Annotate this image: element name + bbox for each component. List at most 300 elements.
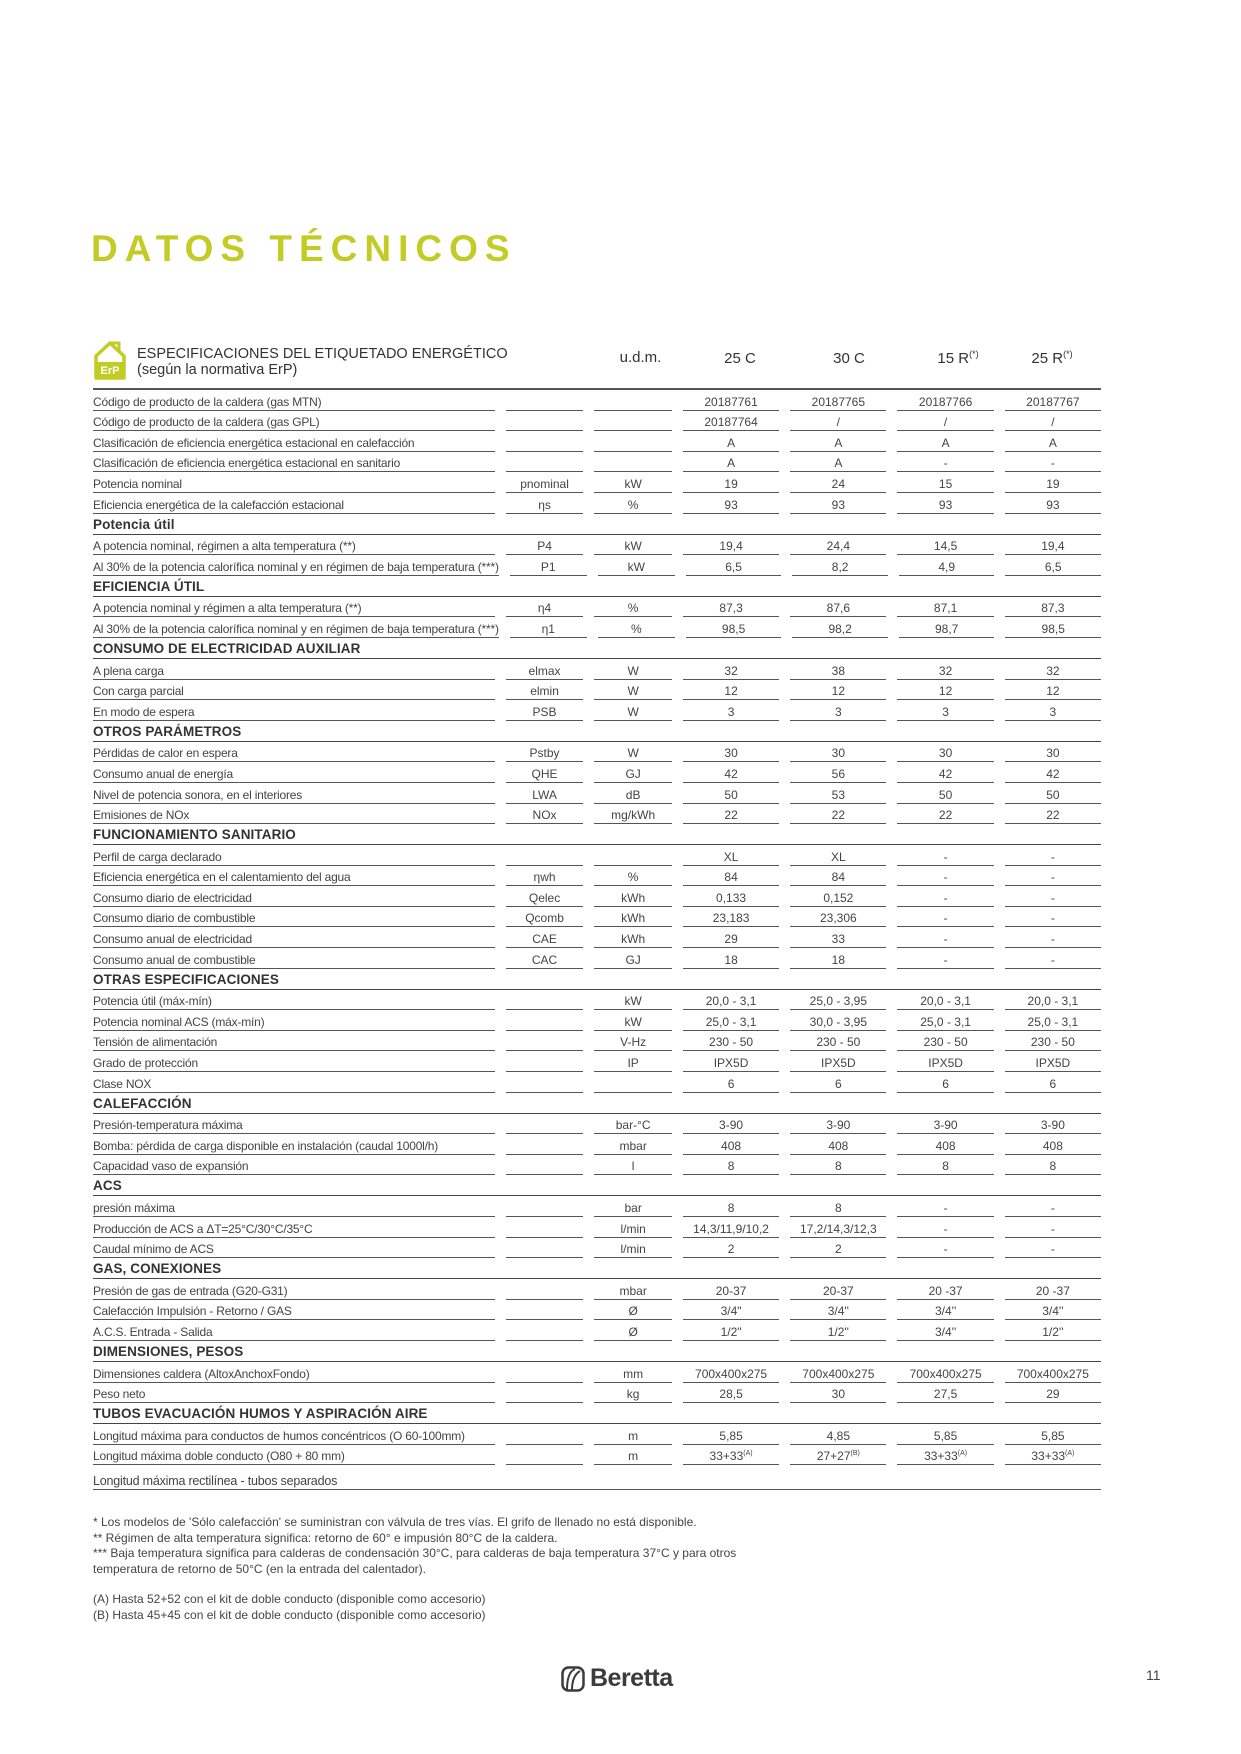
value-text: 25,0 - 3,1 [705,1014,757,1029]
value-text: - [943,1201,948,1215]
row-value [1005,1077,1101,1093]
row-value [1005,911,1101,927]
value-text: 6 [727,1076,735,1091]
row-value [897,767,993,783]
row-label: Eficiencia energética de la calefacción estacional [93,498,495,514]
value-text: IPX5D [928,1056,963,1071]
row-value [1005,560,1101,576]
row-value [1005,1139,1101,1155]
row-unit: l/min [594,1222,672,1238]
row-value [683,705,779,721]
row-value [683,891,779,907]
row-value [683,664,779,680]
row-label: A potencia nominal, régimen a alta temperatura (**) [93,539,495,555]
row-value [683,932,779,948]
value-text: 30 [938,746,953,761]
row-label: Producción de ACS a ΔT=25°C/30°C/35°C [93,1222,495,1238]
row-symbol: pnominal [506,477,584,493]
row-unit: kW [594,539,672,555]
row-value [683,808,779,824]
row-symbol [506,1029,584,1031]
value-text: 25,0 - 3,1 [1027,1014,1079,1029]
value-text: 33+33 [709,1449,744,1464]
value-text: IPX5D [1035,1056,1071,1071]
row-label: Eficiencia energética en el calentamiento del agua [93,870,495,886]
row-value [1005,395,1101,411]
row-label: Consumo anual de electricidad [93,932,495,948]
row-value [897,788,993,804]
row-value [686,560,782,576]
header-udm: u.d.m. [619,349,662,366]
row-symbol [506,1318,584,1320]
value-text: 230 - 50 [1030,1035,1075,1050]
row-unit: % [594,601,672,617]
row-label: Con carga parcial [93,684,495,700]
footnote: temperatura de retorno de 50°C (en la entrada del calentador). [93,1561,426,1576]
row-value [1005,1387,1101,1403]
row-label: Tensión de alimentación [93,1035,495,1051]
table-row [93,948,1101,969]
row-value [683,415,779,431]
value-text: 230 - 50 [709,1035,754,1050]
row-value [683,870,779,886]
value-text: 20-37 [715,1283,747,1298]
footnotes [93,1515,736,1623]
value-text: 20,0 - 3,1 [920,994,971,1009]
table-row [93,535,1101,556]
row-value [790,1367,886,1383]
row-label: Clasificación de eficiencia energética estacional en sanitario [93,456,495,472]
value-text: 33 [831,932,846,947]
value-text: 8 [834,1201,842,1215]
value-text: 23,306 [819,911,857,926]
row-value [1005,1447,1101,1465]
value-text: 42 [938,766,953,781]
row-value [897,870,993,886]
value-text: 20 -37 [1035,1283,1070,1298]
row-value [683,1139,779,1155]
value-text: 22 [831,808,846,823]
row-label: A plena carga [93,664,495,680]
row-symbol [506,1401,584,1403]
value-text: 87,3 [719,601,743,616]
value-text: 30 [831,746,846,761]
value-text: 2 [834,1242,842,1257]
row-value [683,436,779,452]
section-title: CALEFACCIÓN [93,1095,192,1111]
row-value [790,1447,886,1465]
value-text: XL [830,849,846,864]
row-unit: kW [594,1015,672,1031]
row-value [790,1035,886,1051]
value-text: - [1050,1221,1055,1236]
table-row [93,597,1101,618]
value-text: 42 [1046,766,1060,781]
row-label: Bomba: pérdida de carga disponible en instalación (caudal 1000l/h) [93,1139,495,1155]
value-text: 6 [942,1076,949,1091]
footnote: ** Régimen de alta temperatura significa: retorno de 60° e impusión 80°C de la caldera. [93,1530,558,1545]
row-unit [594,409,672,411]
row-label: Consumo diario de electricidad [93,891,495,907]
table-row [93,700,1101,721]
row-label: Longitud máxima doble conducto (O80 + 80 mm) [93,1449,495,1465]
section-header [93,824,1101,845]
row-symbol: NOx [506,808,584,824]
value-text: 1/2'' [827,1324,849,1339]
value-text: IPX5D [713,1056,749,1071]
row-value [897,1304,993,1320]
row-value [683,850,779,866]
row-symbol: elmax [506,664,584,680]
row-value [897,1284,993,1300]
table-row [93,1279,1101,1300]
row-value [683,456,779,472]
section-title: FUNCIONAMIENTO SANITARIO [93,827,296,843]
row-value [1005,1201,1101,1217]
row-symbol: ηwh [506,870,584,886]
row-unit: % [598,622,675,638]
value-text: 408 [935,1138,956,1153]
value-text: 32 [724,663,738,678]
value-text: 3/4'' [934,1324,957,1339]
row-value [897,891,993,907]
row-unit: kW [594,994,672,1010]
row-value [897,911,993,927]
row-value [683,1304,779,1320]
row-value [683,1242,779,1258]
row-label: Grado de protección [93,1056,495,1072]
row-value [897,477,993,493]
value-text: 20,0 - 3,1 [705,994,757,1009]
row-value [897,1387,993,1403]
value-note: (A) [743,1450,753,1458]
row-label: Nivel de potencia sonora, en el interiores [93,788,495,804]
row-unit: % [594,870,672,886]
table-row [93,1051,1101,1072]
table-row [93,1114,1101,1135]
table-row [93,990,1101,1011]
row-value [683,788,779,804]
table-row [93,845,1101,866]
row-symbol [506,1215,584,1217]
value-text: - [943,911,948,926]
row-unit: kW [598,560,675,576]
value-text: - [1050,911,1055,926]
row-symbol: Qelec [506,891,584,907]
row-value [683,1201,779,1217]
row-value [1005,622,1101,638]
row-unit: m [594,1429,672,1445]
table-row [93,1320,1101,1341]
value-text: A [1048,435,1057,450]
row-value [899,622,995,638]
value-text: 8 [834,1159,842,1174]
row-value [683,1325,779,1341]
row-label: Clasificación de eficiencia energética estacional en calefacción [93,436,495,452]
value-text: 6 [834,1076,842,1091]
row-unit [594,1091,672,1093]
row-value [790,456,886,472]
row-value [897,850,993,866]
value-text: 18 [724,952,738,967]
value-text: 98,5 [1041,621,1065,636]
section-header [93,1341,1101,1362]
value-text: 53 [831,787,846,802]
row-value [790,767,886,783]
value-text: 33+33 [924,1449,958,1464]
row-label: Emisiones de NOx [93,808,495,824]
row-value [790,1139,886,1155]
value-text: 93 [831,497,846,512]
table-row [93,907,1101,928]
row-value [683,1447,779,1465]
value-text: 22 [1046,808,1060,823]
row-symbol [506,1008,584,1010]
table-row [93,1445,1101,1466]
row-unit: mbar [594,1139,672,1155]
row-value [683,1284,779,1300]
header-model: 30 C [833,350,865,367]
row-value [790,808,886,824]
section-header [93,1258,1101,1279]
row-value [790,746,886,762]
table-row [93,1134,1101,1155]
row-value [683,498,779,514]
value-text: 20187765 [811,394,866,409]
header-model: 25 C [724,350,756,367]
value-text: - [1050,456,1055,471]
row-label: A.C.S. Entrada - Salida [93,1325,495,1341]
value-text: 0,152 [823,890,854,905]
value-text: XL [723,849,739,864]
value-note: (B) [850,1450,860,1458]
row-symbol [506,1173,584,1175]
value-text: 30 [1046,746,1060,761]
value-text: 50 [724,787,738,802]
row-value [897,1056,993,1072]
row-value [790,953,886,969]
value-text: 8 [727,1159,735,1174]
row-value [683,1056,779,1072]
row-value [683,767,779,783]
value-text: 8 [1049,1159,1057,1174]
row-value [790,1325,886,1341]
value-text: 12 [1046,684,1060,699]
value-text: 32 [938,663,953,678]
value-text: 6 [1049,1076,1057,1091]
table-row [93,431,1101,452]
row-value [1005,1222,1101,1238]
row-value [790,911,886,927]
row-value [897,539,993,555]
row-value [1005,932,1101,948]
row-label: Potencia útil (máx-mín) [93,994,495,1010]
value-text: 20187766 [918,394,973,409]
row-value [1005,953,1101,969]
value-text: - [943,952,948,967]
row-symbol [506,1256,584,1258]
row-label: Consumo anual de energía [93,767,495,783]
value-text: - [943,1221,948,1236]
value-text: - [1050,890,1055,905]
value-text: 3/4'' [827,1304,849,1319]
value-text: 84 [831,870,846,885]
row-value [1005,1325,1101,1341]
value-text: - [943,890,948,905]
row-symbol [506,1153,584,1155]
row-label: Al 30% de la potencia calorífica nominal y en régimen de baja temperatura (***) [93,559,499,574]
value-text: 93 [938,497,953,512]
row-unit: W [594,664,672,680]
row-symbol [506,1339,584,1341]
table-row [93,1010,1101,1031]
section-header [93,1093,1101,1114]
row-value [790,1242,886,1258]
value-text: A [727,435,736,450]
row-value [683,994,779,1010]
row-symbol: CAE [506,932,584,948]
row-symbol [506,1236,584,1238]
row-value [790,932,886,948]
row-value [790,436,886,452]
row-symbol [506,864,584,866]
row-value [683,1118,779,1134]
row-unit: V-Hz [594,1035,672,1051]
row-label: Longitud máxima rectilínea - tubos separados [93,1474,338,1489]
row-label: Código de producto de la caldera (gas GPL) [93,415,495,431]
row-value [1005,705,1101,721]
row-value [897,684,993,700]
value-text: 3/4'' [934,1304,957,1319]
row-value [790,498,886,514]
row-value [792,622,888,638]
row-value [897,705,993,721]
row-value [897,932,993,948]
row-value [790,1284,886,1300]
value-text: 1/2" [720,1324,742,1339]
value-text: 408 [1042,1138,1063,1153]
row-value [683,1077,779,1093]
section-title: ACS [93,1178,122,1194]
row-unit: m [594,1449,672,1465]
value-text: 230 - 50 [816,1035,861,1050]
value-text: 87,1 [933,601,958,616]
footnote: * Los modelos de 'Sólo calefacción' se suministran con válvula de tres vías. El grifo de llenado no está disponible. [93,1515,697,1529]
row-symbol [506,1049,584,1051]
row-value [683,539,779,555]
value-text: 3/4" [720,1304,742,1319]
row-value [897,1429,993,1445]
row-label: Caudal mínimo de ACS [93,1242,495,1258]
value-text: 4,85 [826,1428,851,1443]
value-text: - [1050,952,1055,967]
row-value [1005,1242,1101,1258]
row-label: Presión-temperatura máxima [93,1118,495,1134]
section-header [93,1175,1101,1196]
row-value [1005,1118,1101,1134]
value-text: 27+27 [816,1449,851,1464]
row-symbol: LWA [506,788,584,804]
row-value [1005,1429,1101,1445]
value-text: 30 [724,746,738,761]
row-label: A potencia nominal y régimen a alta temperatura (**) [93,601,495,617]
value-text: 230 - 50 [923,1035,968,1050]
row-value [1005,1015,1101,1031]
value-text: 8,2 [831,559,849,574]
row-unit: kW [594,477,672,493]
value-text: 20-37 [822,1283,854,1298]
row-value [790,994,886,1010]
table-row [93,680,1101,701]
row-value [790,664,886,680]
row-value [1005,891,1101,907]
row-value [686,622,782,638]
value-text: 93 [724,497,738,512]
row-symbol: ηs [506,498,584,514]
table-row [93,617,1101,638]
row-value [683,1015,779,1031]
value-text: 25,0 - 3,1 [920,1014,971,1029]
row-symbol: PSB [506,705,584,721]
row-unit: bar [594,1201,672,1217]
row-unit: mg/kWh [594,808,672,824]
row-value [897,601,993,617]
row-unit: dB [594,788,672,804]
value-text: 700x400x275 [909,1366,982,1381]
row-value [897,395,993,411]
row-value [790,891,886,907]
row-value [1005,1284,1101,1300]
value-text: 408 [721,1138,742,1153]
value-text: 12 [831,684,846,699]
row-value [897,994,993,1010]
value-text: 20187761 [704,394,758,409]
table-row [93,742,1101,763]
value-text: 84 [724,870,738,885]
value-text: 33+33 [1031,1449,1066,1464]
row-unit: GJ [594,767,672,783]
row-value [1005,456,1101,472]
row-label: Presión de gas de entrada (G20-G31) [93,1284,495,1300]
row-value [790,1159,886,1175]
table-row [93,1424,1101,1445]
beretta-logo-icon [561,1666,585,1692]
row-label: Código de producto de la caldera (gas MTN) [93,395,495,411]
row-unit: kWh [594,891,672,907]
row-value [897,436,993,452]
value-text: - [943,932,948,947]
value-text: 8 [942,1159,949,1174]
row-value [897,1035,993,1051]
brand-logo [561,1664,673,1693]
value-text: 24 [831,476,846,491]
row-unit: IP [594,1056,672,1072]
value-text: - [943,1242,948,1257]
row-value [897,1222,993,1238]
row-value [790,788,886,804]
row-value [1005,1367,1101,1383]
row-value [1005,788,1101,804]
row-value [1005,539,1101,555]
row-symbol [506,450,584,452]
row-value [790,477,886,493]
erp-house-icon [93,340,127,380]
row-value [897,498,993,514]
row-value [790,1056,886,1072]
value-text: 19,4 [719,539,743,554]
table-row [93,886,1101,907]
row-label: Longitud máxima para conductos de humos concéntricos (O 60-100mm) [93,1429,495,1445]
